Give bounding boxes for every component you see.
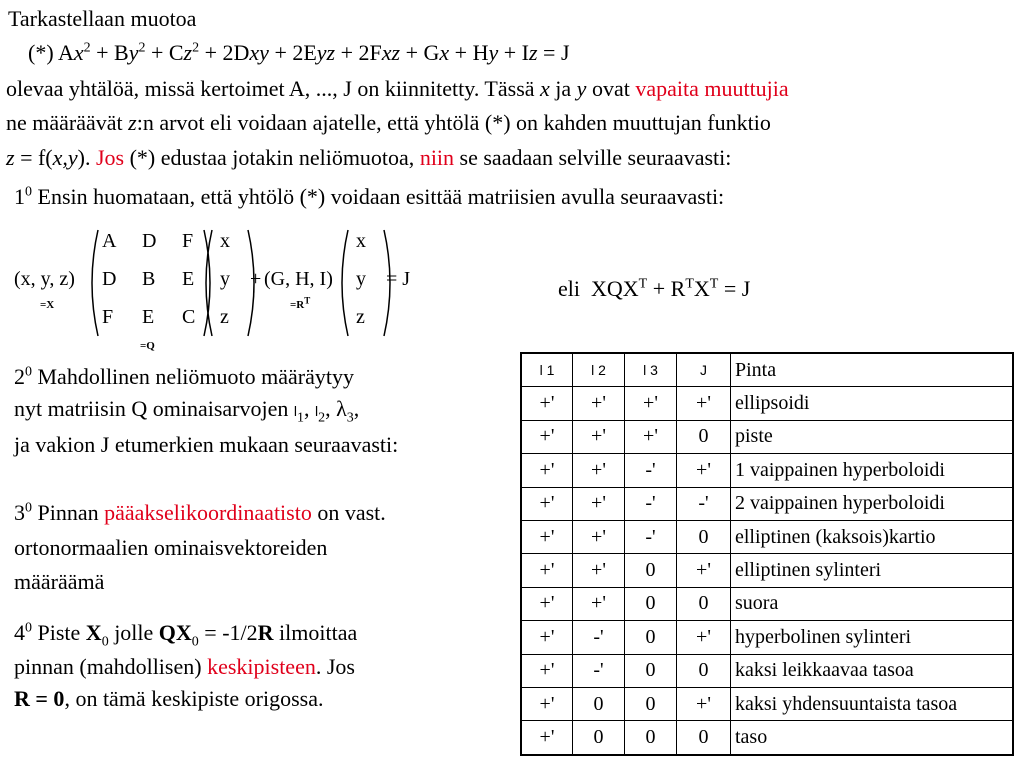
sign-cell: +' — [573, 420, 625, 453]
quadric-classification-table — [520, 352, 1014, 756]
sign-cell: 0 — [625, 721, 677, 755]
sign-cell: 0 — [677, 587, 731, 620]
sign-cell: -' — [625, 520, 677, 553]
step-4-line-1: $4^0$ Piste $X_0$ jolle $QX_0 = -1/2R$ ilmoittaa — [14, 620, 358, 650]
sign-cell: 0 — [625, 687, 677, 720]
sign-cell: 0 — [677, 420, 731, 453]
surface-name-cell: elliptinen (kaksois)kartio — [731, 520, 1014, 553]
sign-cell: 0 — [573, 687, 625, 720]
header-j: J — [677, 353, 731, 387]
highlight-free-variables: vapaita muuttujia — [635, 76, 789, 101]
step-1: $1^0$ Ensin huomataan, että yhtölö (*) voidaan esittää matriisien avulla seuraavasti: — [14, 184, 725, 209]
plus-sign: + — [250, 268, 262, 290]
surface-name-cell: 2 vaippainen hyperboloidi — [731, 487, 1014, 520]
sign-cell: +' — [573, 487, 625, 520]
step-4-line-2: pinnan (mahdollisen) keskipisteen. Jos — [14, 654, 355, 679]
table-row — [521, 420, 1013, 453]
sign-cell: 0 — [625, 621, 677, 654]
step-3-line-3: määräämä — [14, 569, 105, 594]
equals-j: = J — [386, 268, 411, 290]
sign-cell: 0 — [625, 587, 677, 620]
sign-cell: +' — [625, 420, 677, 453]
sign-cell: +' — [521, 721, 573, 755]
sign-cell: +' — [521, 687, 573, 720]
step-3-line-1: $3^0$ Pinnan pääakselikoordinaatisto on vast. — [14, 500, 386, 525]
sign-cell: -' — [573, 654, 625, 687]
highlight-jos: Jos — [95, 145, 125, 170]
highlight-principal-axes: pääakselikoordinaatisto — [104, 500, 312, 525]
table-row — [521, 687, 1013, 720]
sign-cell: +' — [521, 654, 573, 687]
row-vector-x: (x, y, z) — [14, 268, 75, 290]
highlight-center: keskipisteen — [207, 654, 316, 679]
sign-cell: 0 — [625, 654, 677, 687]
sign-cell: +' — [573, 587, 625, 620]
table-row — [521, 587, 1013, 620]
surface-name-cell: suora — [731, 587, 1014, 620]
compact-formula: eli $XQX^T + R^TX^T = J$ — [558, 276, 751, 301]
label-r: $=R^T$ — [290, 295, 311, 311]
sign-cell: 0 — [677, 654, 731, 687]
sign-cell: +' — [521, 420, 573, 453]
sign-cell: +' — [677, 454, 731, 487]
quadric-equation: (*) $Ax^2 + By^2 + Cz^2 + 2Dxy + 2Eyz + 2Fxz + Gx + Hy + Iz = J$ — [28, 40, 570, 65]
highlight-niin: niin — [419, 145, 455, 170]
step-4-line-3: R = 0, on tämä keskipiste origossa. — [14, 686, 324, 711]
header-pinta: Pinta — [731, 353, 1014, 387]
intro-line-5: z = f(x,y). Jos (*) edustaa jotakin neliömuotoa, niin se saadaan selville seuraavasti: — [6, 145, 732, 170]
sign-cell: -' — [625, 487, 677, 520]
sign-cell: +' — [521, 387, 573, 420]
table-row — [521, 387, 1013, 420]
table-row — [521, 721, 1013, 755]
table-row — [521, 554, 1013, 587]
label-q: =Q — [140, 340, 155, 352]
table-row — [521, 520, 1013, 553]
intro-line-3: olevaa yhtälöä, missä kertoimet A, ..., J on kiinnitetty. Tässä x ja y ovat vapaita muuttujia — [6, 76, 789, 101]
sign-cell: -' — [677, 487, 731, 520]
sign-cell: 0 — [677, 520, 731, 553]
header-lambda-1: l 1 — [521, 353, 573, 387]
sign-cell: +' — [521, 520, 573, 553]
surface-name-cell: taso — [731, 721, 1014, 755]
row-vector-r: (G, H, I) — [264, 268, 333, 290]
sign-cell: +' — [521, 554, 573, 587]
sign-cell: +' — [677, 554, 731, 587]
table-header-row — [521, 353, 1013, 387]
surface-name-cell: elliptinen sylinteri — [731, 554, 1014, 587]
surface-name-cell: ellipsoidi — [731, 387, 1014, 420]
surface-name-cell: hyperbolinen sylinteri — [731, 621, 1014, 654]
sign-cell: 0 — [677, 721, 731, 755]
label-x: =X — [40, 299, 55, 311]
step-2-line-1: $2^0$ Mahdollinen neliömuoto määräytyy — [14, 364, 354, 389]
sign-cell: +' — [677, 387, 731, 420]
step-2-line-3: ja vakion J etumerkien mukaan seuraavasti: — [14, 432, 399, 457]
header-lambda-2: l 2 — [573, 353, 625, 387]
sign-cell: +' — [677, 621, 731, 654]
sign-cell: +' — [521, 621, 573, 654]
sign-cell: 0 — [573, 721, 625, 755]
table-row — [521, 621, 1013, 654]
sign-cell: +' — [573, 454, 625, 487]
table-row — [521, 487, 1013, 520]
step-3-line-2: ortonormaalien ominaisvektoreiden — [14, 535, 328, 560]
table-row — [521, 654, 1013, 687]
intro-line-4: ne määräävät z:n arvot eli voidaan ajatelle, että yhtölä (*) on kahden muuttujan funktio — [6, 110, 771, 135]
sign-cell: +' — [573, 520, 625, 553]
sign-cell: 0 — [625, 554, 677, 587]
sign-cell: -' — [625, 454, 677, 487]
step-2-line-2: nyt matriisin Q ominaisarvojen $l_1$, $l_2$, $\lambda_3$, — [14, 396, 360, 426]
sign-cell: +' — [677, 687, 731, 720]
sign-cell: +' — [521, 587, 573, 620]
table-row — [521, 454, 1013, 487]
surface-name-cell: piste — [731, 420, 1014, 453]
sign-cell: +' — [573, 554, 625, 587]
sign-cell: +' — [573, 387, 625, 420]
sign-cell: +' — [521, 454, 573, 487]
sign-cell: +' — [521, 487, 573, 520]
surface-name-cell: kaksi yhdensuuntaista tasoa — [731, 687, 1014, 720]
sign-cell: -' — [573, 621, 625, 654]
surface-name-cell: 1 vaippainen hyperboloidi — [731, 454, 1014, 487]
header-lambda-3: l 3 — [625, 353, 677, 387]
surface-name-cell: kaksi leikkaavaa tasoa — [731, 654, 1014, 687]
intro-line-1: Tarkastellaan muotoa — [8, 6, 197, 31]
sign-cell: +' — [625, 387, 677, 420]
